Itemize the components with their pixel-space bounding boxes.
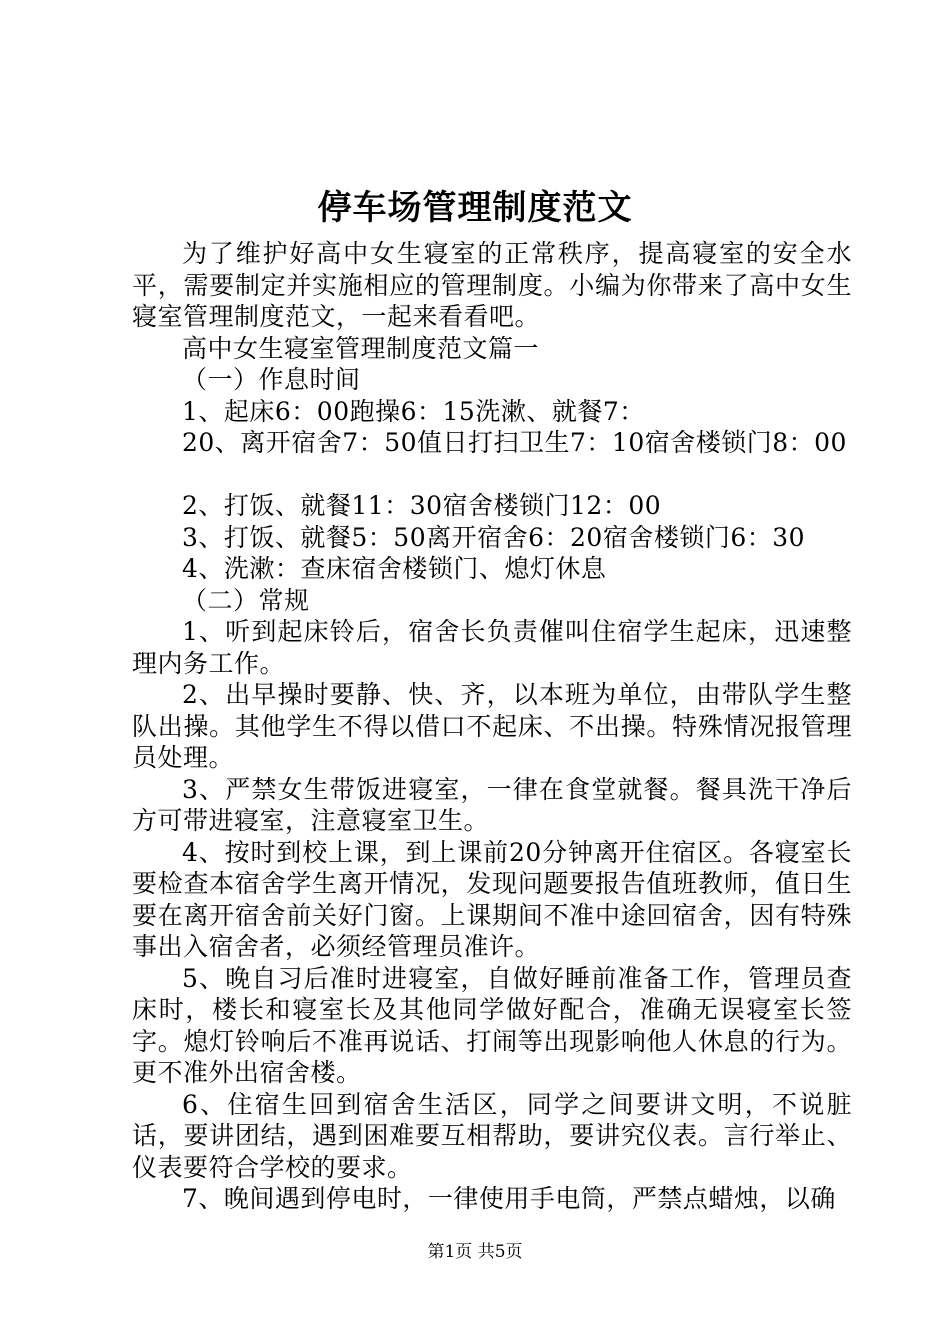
rule-paragraph: 1、听到起床铃后，宿舍长负责催叫住宿学生起床，迅速整理内务工作。 (132, 617, 852, 678)
rule-paragraph: 3、严禁女生带饭进寝室，一律在食堂就餐。餐具洗干净后方可带进寝室，注意寝室卫生。 (132, 774, 852, 835)
schedule-line: 1、起床6：00跑操6：15洗漱、就餐7： (182, 396, 645, 426)
section-heading: 高中女生寝室管理制度范文篇一 (182, 333, 540, 363)
rule-paragraph: 2、出早操时要静、快、齐，以本班为单位，由带队学生整队出操。其他学生不得以借口不起床、不出操。特殊情况报管理员处理。 (132, 680, 852, 772)
intro-paragraph: 为了维护好高中女生寝室的正常秩序，提高寝室的安全水平，需要制定并实施相应的管理制度。小编为你带来了高中女生寝室管理制度范文，一起来看看吧。 (132, 239, 852, 331)
schedule-line: 2、打饭、就餐11：30宿舍楼锁门12：00 (182, 491, 662, 520)
schedule-line: 4、洗漱：查床宿舍楼锁门、熄灯休息 (182, 554, 607, 583)
rule-paragraph: 6、住宿生回到宿舍生活区，同学之间要讲文明，不说脏话，要讲团结，遇到困难要互相帮助，要讲究仪表。言行举止、仪表要符合学校的要求。 (132, 1089, 852, 1182)
document-title: 停车场管理制度范文 (317, 188, 633, 228)
rule-paragraph: 7、晚间遇到停电时，一律使用手电筒，严禁点蜡烛，以确 (182, 1184, 836, 1213)
subsection-heading: （二）常规 (182, 585, 310, 615)
rule-paragraph: 5、晚自习后准时进寝室，自做好睡前准备工作，管理员查床时，楼长和寝室长及其他同学做好配合，准确无误寝室长签字。熄灯铃响后不准再说话、打闹等出现影响他人休息的行为。更不准外出宿舍楼。 (132, 963, 852, 1087)
document-body (132, 238, 852, 1215)
rule-paragraph: 4、按时到校上课，到上课前20分钟离开住宿区。各寝室长要检查本宿舍学生离开情况，发现问题要报告值班教师，值日生要在离开宿舍前关好门窗。上课期间不准中途回宿舍，因有特殊事出入宿舍者，必须经管理员准许。 (132, 837, 852, 961)
schedule-line: 20、离开宿舍7：50值日打扫卫生7：10宿舍楼锁门8：00 (182, 428, 847, 457)
page-number: 第1页 共5页 (427, 1242, 523, 1262)
subsection-heading: （一）作息时间 (182, 365, 361, 394)
schedule-line: 3、打饭、就餐5：50离开宿舍6：20宿舍楼锁门6：30 (182, 522, 806, 552)
blank-line (132, 459, 852, 491)
